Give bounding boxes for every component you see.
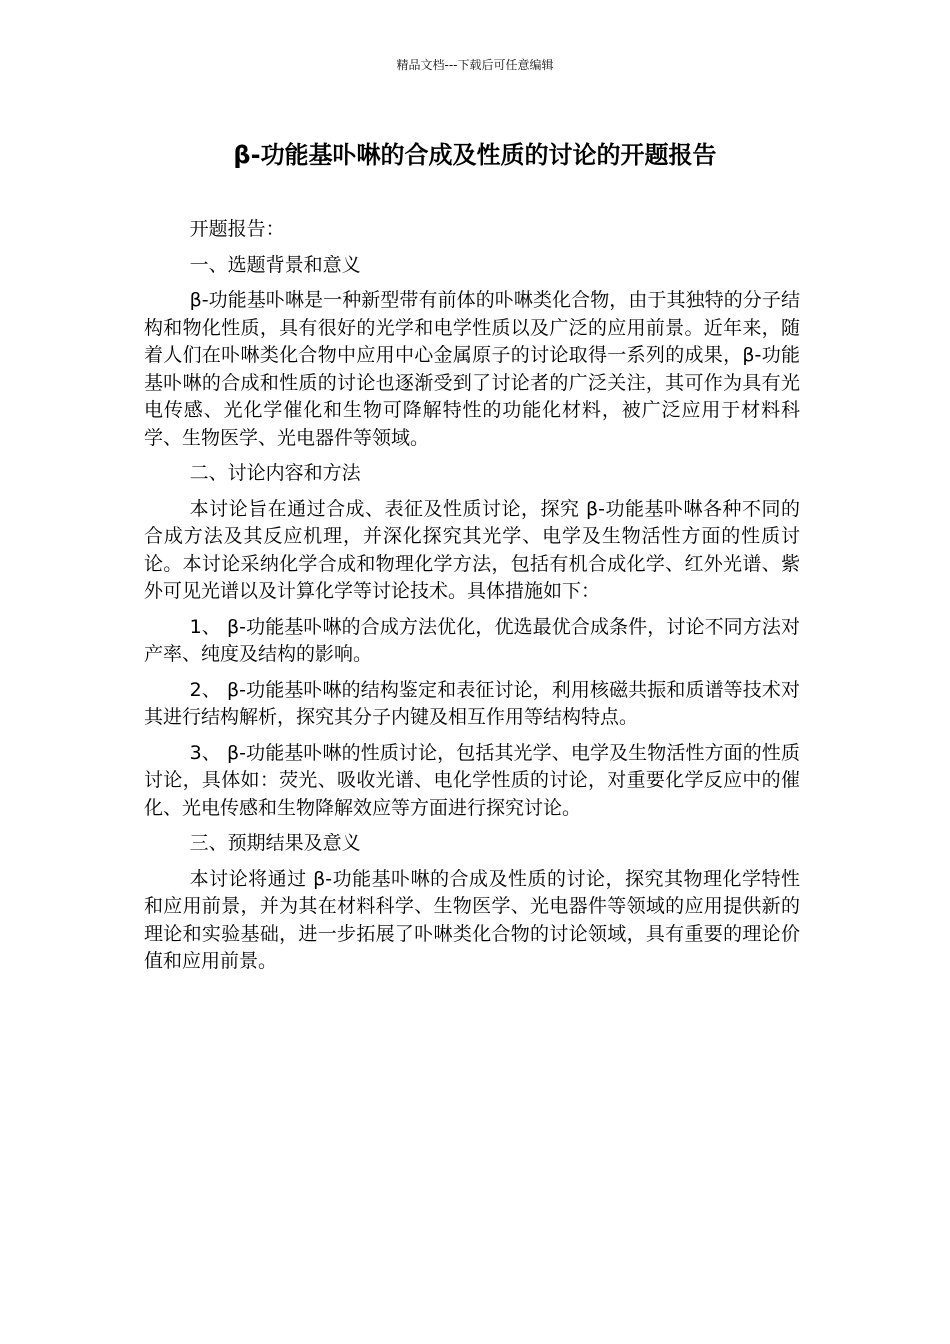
paragraph-expected-results: 本讨论将通过 β-功能基卟啉的合成及性质的讨论，探究其物理化学特性和应用前景，并为其在材料科学、生物医学、光电器件等领域的应用提供新的理论和实验基础，进一步拓展了卟啉类化合物的讨论领域，具有重要的理论价值和应用前景。	[144, 867, 800, 972]
paragraph-methods: 本讨论旨在通过合成、表征及性质讨论，探究 β-功能基卟啉各种不同的合成方法及其反应机理，并深化探究其光学、电学及生物活性方面的性质讨论。本讨论采纳化学合成和物理化学方法，包括有机合成化学、红外光谱、紫外可见光谱以及计算化学等讨论技术。具体措施如下：	[144, 497, 800, 602]
document-title: β-功能基卟啉的合成及性质的讨论的开题报告	[233, 141, 717, 169]
section-heading-methods: 二、讨论内容和方法	[189, 462, 361, 484]
page-header-watermark: 精品文档---下载后可任意编辑	[396, 58, 554, 72]
report-label: 开题报告：	[189, 218, 285, 240]
document-body	[144, 216, 800, 984]
list-item-characterization: 2、 β-功能基卟啉的结构鉴定和表征讨论，利用核磁共振和质谱等技术对其进行结构解析，探究其分子内键及相互作用等结构特点。	[144, 678, 800, 728]
list-item-synthesis: 1、 β-功能基卟啉的合成方法优化，优选最优合成条件，讨论不同方法对产率、纯度及结构的影响。	[144, 615, 800, 665]
paragraph-background: β-功能基卟啉是一种新型带有前体的卟啉类化合物，由于其独特的分子结构和物化性质，具有很好的光学和电学性质以及广泛的应用前景。近年来，随着人们在卟啉类化合物中应用中心金属原子的讨论取得一系列的成果，β-功能基卟啉的合成和性质的讨论也逐渐受到了讨论者的广泛关注，其可作为具有光电传感、光化学催化和生物可降解特性的功能化材料，被广泛应用于材料科学、生物医学、光电器件等领域。	[144, 289, 800, 449]
section-heading-background: 一、选题背景和意义	[189, 253, 361, 276]
list-item-properties: 3、 β-功能基卟啉的性质讨论，包括其光学、电学及生物活性方面的性质讨论，具体如：荧光、吸收光谱、电化学性质的讨论，对重要化学反应中的催化、光电传感和生物降解效应等方面进行探究讨论。	[144, 741, 800, 819]
section-heading-expected-results: 三、预期结果及意义	[189, 832, 361, 854]
